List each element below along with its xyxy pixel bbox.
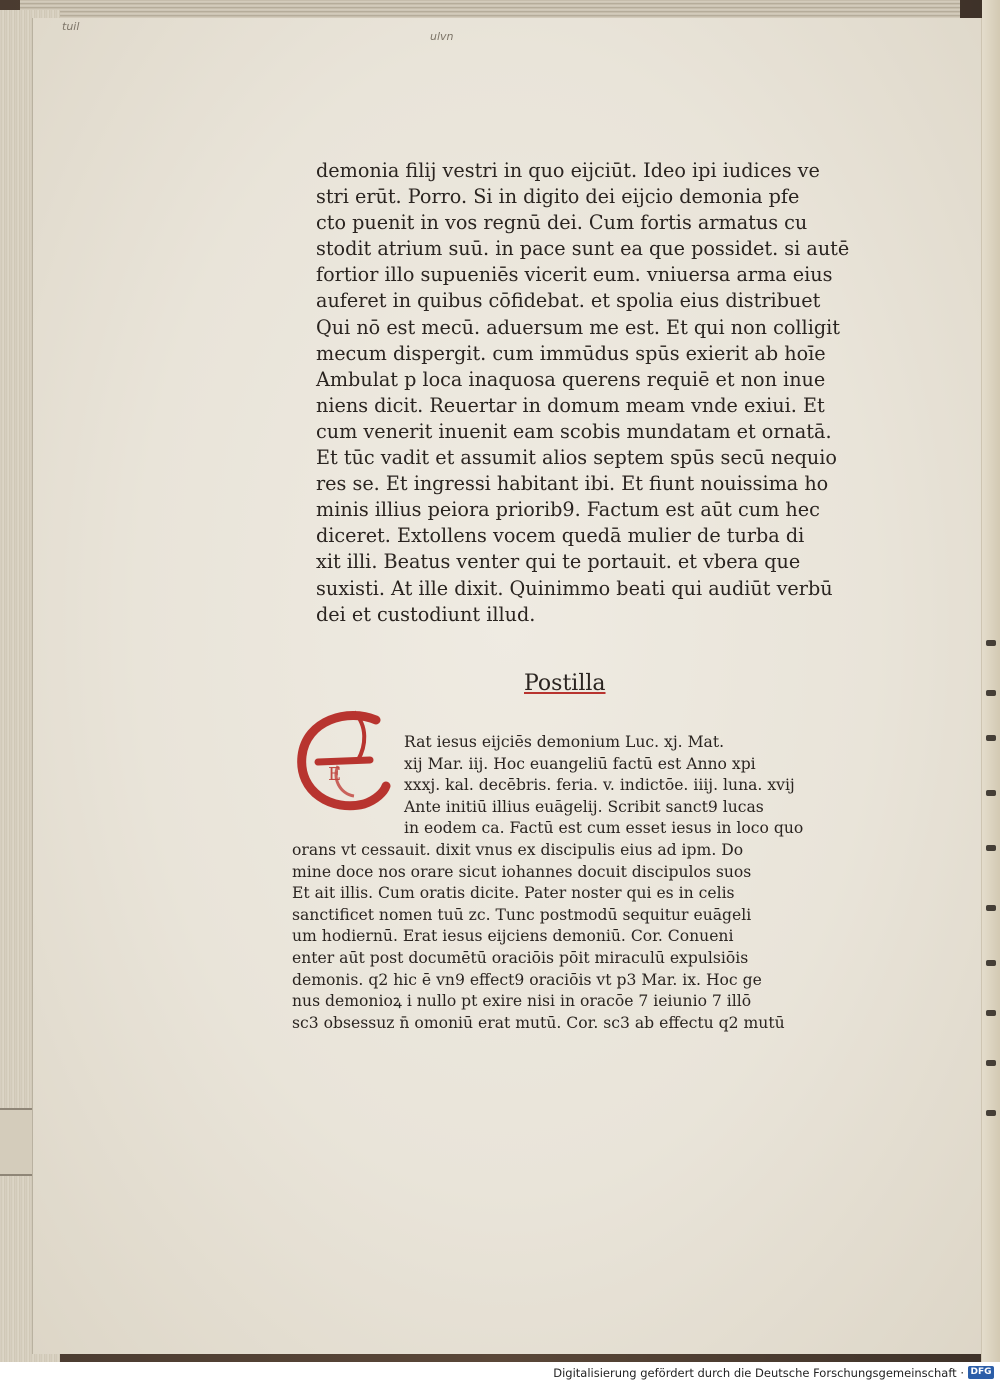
page-mark-top-left: tuil (62, 20, 80, 33)
postilla-heading: Postilla (524, 671, 606, 696)
adjacent-text-mark (986, 1110, 996, 1116)
funding-credit: Digitalisierung gefördert durch die Deutsche Forschungsgemeinschaft · (553, 1366, 964, 1380)
text-line: auferet in quibus cōfidebat. et spolia eius distribuet (316, 289, 821, 313)
commentary-line: orans vt cessauit. dixit vnus ex discipulis eius ad ipm. Do (292, 840, 744, 859)
text-line: demonia filij vestri in quo eijciūt. Ideo ipi iudices ve (316, 159, 820, 182)
commentary-line: Et ait illis. Cum oratis dicite. Pater noster qui es in celis (292, 884, 735, 903)
text-line: minis illius peiora priorib9. Factum est aūt cum hec (316, 498, 820, 522)
text-line: stri erūt. Porro. Si in digito dei eijcio demonia pfe (316, 185, 800, 209)
text-line: diceret. Extollens vocem quedā mulier de turba di (316, 524, 805, 548)
adjacent-text-mark (986, 690, 996, 696)
adjacent-page-strip (982, 0, 1000, 1362)
gospel-text (316, 158, 856, 628)
adjacent-text-mark (986, 735, 996, 741)
text-line: Qui nō est mecū. aduersum me est. Et qui non colligit (316, 315, 840, 339)
text-line: res se. Et ingressi habitant ibi. Et fiunt nouissima ho (316, 472, 829, 496)
text-line: suxisti. At ille dixit. Quinimmo beati qui audiūt verbū (316, 576, 833, 600)
initial-letter: E (328, 764, 342, 785)
adjacent-text-mark (986, 640, 996, 646)
text-line: stodit atrium suū. in pace sunt ea que possidet. si autē (316, 237, 850, 261)
dfg-logo: DFG (968, 1366, 994, 1379)
commentary-line: mine doce nos orare sicut iohannes docuit discipulos suos (292, 862, 752, 881)
commentary-line: sanctificet nomen tuū zc. Tunc postmodū sequitur euāgeli (292, 905, 752, 924)
commentary-line: enter aūt post documētū oraciōis pōit miraculū expulsiōis (292, 948, 749, 967)
adjacent-text-mark (986, 1010, 996, 1016)
text-line: cto puenit in vos regnū dei. Cum fortis armatus cu (316, 211, 808, 235)
adjacent-text-mark (986, 960, 996, 966)
adjacent-text-mark (986, 905, 996, 911)
text-line: fortior illo supueniēs vicerit eum. vniuersa arma eius (316, 263, 833, 287)
text-line: Ambulat p loca inaquosa querens requiē et non inue (316, 367, 826, 391)
page-mark-top-center: ulvn (430, 30, 454, 43)
commentary-line: sc3 obsessuz n̄ omoniū erat mutū. Cor. sc3 ab effectu q2 mutū (292, 1013, 785, 1032)
text-line: mecum dispergit. cum immūdus spūs exierit ab hoīe (316, 341, 826, 365)
commentary-line: xxxj. kal. decēbris. feria. v. indictōe. iiij. luna. xvij (404, 776, 795, 795)
text-line: xit illi. Beatus venter qui te portauit. et vbera que (316, 550, 801, 574)
text-line: cum venerit inuenit eam scobis mundatam et ornatā. (316, 419, 832, 443)
commentary-line: in eodem ca. Factū est cum esset iesus in loco quo (404, 819, 804, 838)
adjacent-text-mark (986, 845, 996, 851)
adjacent-text-mark (986, 1060, 996, 1066)
commentary-line: xij Mar. iij. Hoc euangeliū factū est Anno xpi (404, 754, 756, 773)
adjacent-text-mark (986, 790, 996, 796)
text-line: Et tūc vadit et assumit alios septem spūs secū nequio (316, 446, 837, 470)
text-line: dei et custodiunt illud. (316, 602, 536, 626)
footer-bar (0, 1362, 1000, 1384)
commentary-line: Rat iesus eijciēs demonium Luc. xj. Mat. (404, 733, 725, 751)
commentary-line: demonis. q2 hic ē vn9 effect9 oraciōis vt p3 Mar. ix. Hoc ge (292, 970, 762, 989)
commentary-line: um hodiernū. Erat iesus eijciens demoniū. Cor. Conueni (292, 927, 734, 946)
postilla-commentary (292, 732, 837, 1034)
text-line: niens dicit. Reuertar in domum meam vnde exiui. Et (316, 393, 825, 417)
commentary-line: Ante initiū illius euāgelij. Scribit sanct9 lucas (404, 797, 764, 816)
commentary-line: nus demonioꝝ i nullo pt exire nisi in oracōe 7 ieiunio 7 illō (292, 992, 752, 1011)
